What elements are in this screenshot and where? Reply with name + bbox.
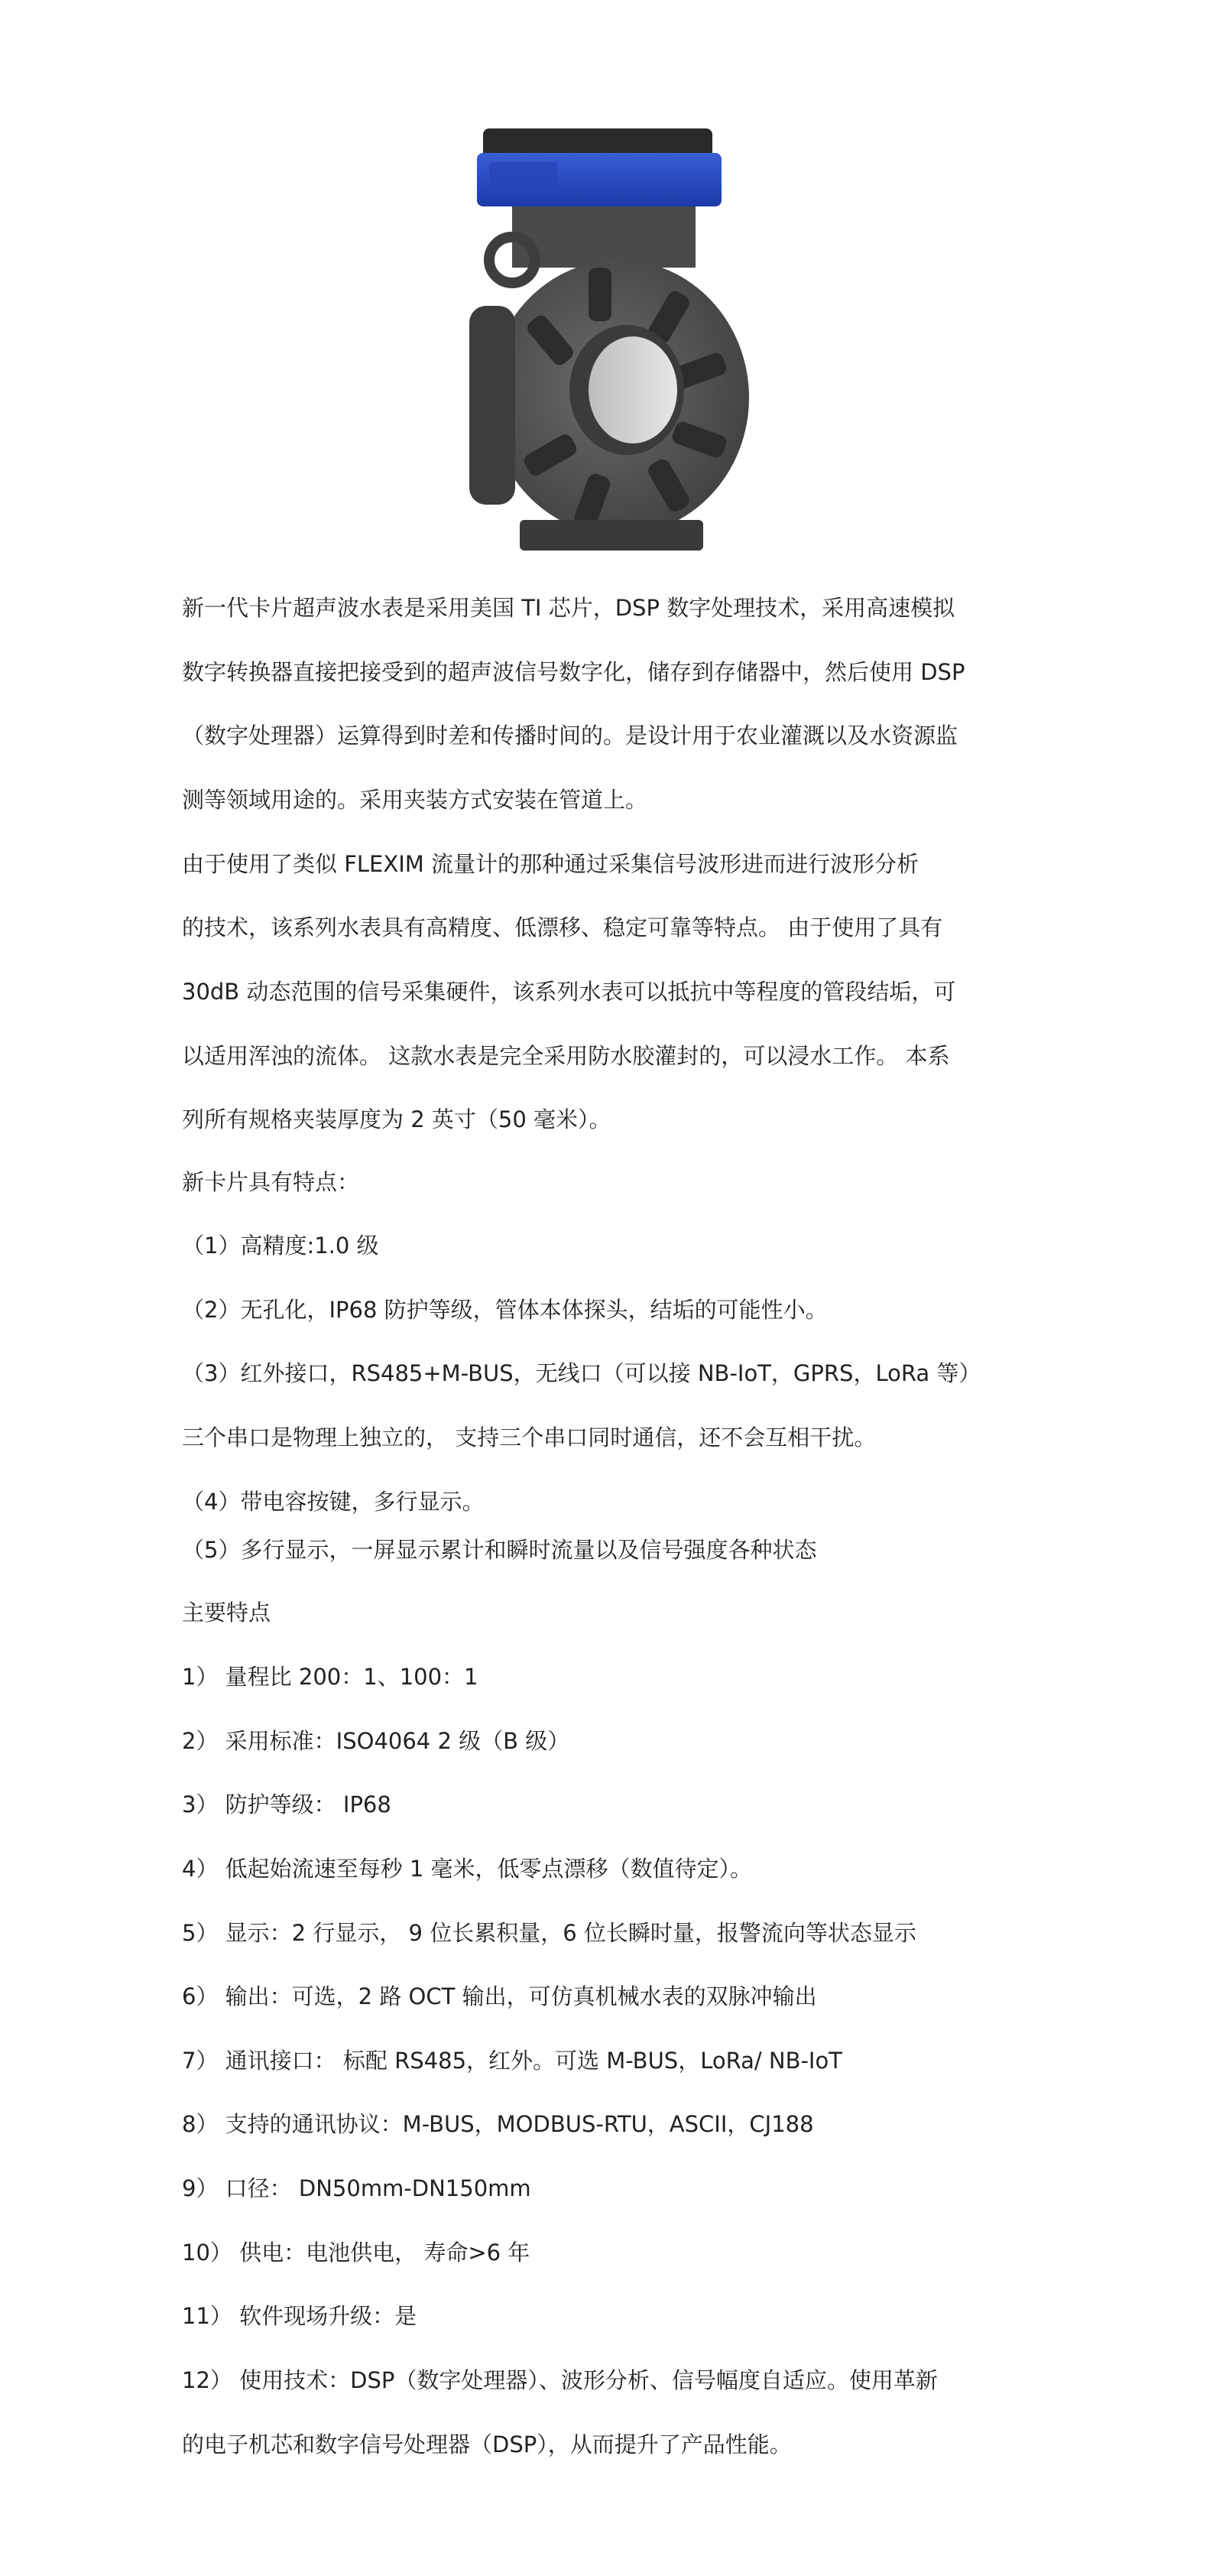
feature-item: （2）无孔化，IP68 防护等级，管体本体探头，结垢的可能性小。 [182, 1297, 828, 1323]
intro-line: 以适用浑浊的流体。 这款水表是完全采用防水胶灌封的，可以浸水工作。 本系 [182, 1043, 950, 1069]
main-item: 10） 供电：电池供电， 寿命>6 年 [182, 2240, 530, 2266]
intro-line: （数字处理器）运算得到时差和传播时间的。是设计用于农业灌溉以及水资源监 [182, 723, 958, 749]
intro-line: 30dB 动态范围的信号采集硬件，该系列水表可以抵抗中等程度的管段结垢，可 [182, 979, 956, 1005]
intro-line: 由于使用了类似 FLEXIM 流量计的那种通过采集信号波形进而进行波形分析 [182, 851, 919, 877]
ultrasonic-water-meter-illustration [466, 115, 757, 573]
main-item: 6） 输出：可选，2 路 OCT 输出，可仿真机械水表的双脉冲输出 [182, 1983, 817, 2009]
feature-item: （4）带电容按键，多行显示。 [182, 1489, 485, 1515]
product-image [466, 115, 757, 573]
main-item: 5） 显示：2 行显示， 9 位长累积量，6 位长瞬时量，报警流向等状态显示 [182, 1920, 916, 1946]
feature-item: 三个串口是物理上独立的， 支持三个串口同时通信，还不会互相干扰。 [182, 1424, 877, 1450]
main-item: 8） 支持的通讯协议：M-BUS，MODBUS-RTU，ASCII，CJ188 [182, 2111, 814, 2137]
main-heading: 主要特点 [182, 1600, 271, 1626]
main-item: 的电子机芯和数字信号处理器（DSP），从而提升了产品性能。 [182, 2431, 792, 2457]
main-item: 7） 通讯接口： 标配 RS485，红外。可选 M-BUS，LoRa/ NB-IoT [182, 2048, 842, 2074]
main-item: 1） 量程比 200：1、100：1 [182, 1664, 478, 1690]
main-item: 3） 防护等级： IP68 [182, 1792, 391, 1817]
main-item: 12） 使用技术：DSP（数字处理器）、波形分析、信号幅度自适应。使用革新 [182, 2367, 938, 2393]
intro-line: 的技术，该系列水表具有高精度、低漂移、稳定可靠等特点。 由于使用了具有 [182, 914, 943, 940]
intro-line: 数字转换器直接把接受到的超声波信号数字化，储存到存储器中，然后使用 DSP [182, 659, 965, 685]
feature-item: （3）红外接口，RS485+M-BUS，无线口（可以接 NB-IoT，GPRS，LoRa 等） [182, 1360, 981, 1386]
main-item: 9） 口径： DN50mm-DN150mm [182, 2175, 531, 2201]
intro-line: 测等领域用途的。采用夹装方式安装在管道上。 [182, 787, 648, 813]
features-heading: 新卡片具有特点： [182, 1169, 360, 1195]
main-item: 11） 软件现场升级：是 [182, 2303, 417, 2329]
feature-item: （1）高精度:1.0 级 [182, 1233, 379, 1259]
intro-line: 新一代卡片超声波水表是采用美国 TI 芯片，DSP 数字处理技术，采用高速模拟 [182, 595, 955, 621]
feature-item: （5）多行显示，一屏显示累计和瞬时流量以及信号强度各种状态 [182, 1537, 817, 1563]
intro-line: 列所有规格夹装厚度为 2 英寸（50 毫米）。 [182, 1106, 611, 1132]
main-item: 4） 低起始流速至每秒 1 毫米，低零点漂移（数值待定）。 [182, 1856, 753, 1882]
main-item: 2） 采用标准：ISO4064 2 级（B 级） [182, 1728, 570, 1754]
